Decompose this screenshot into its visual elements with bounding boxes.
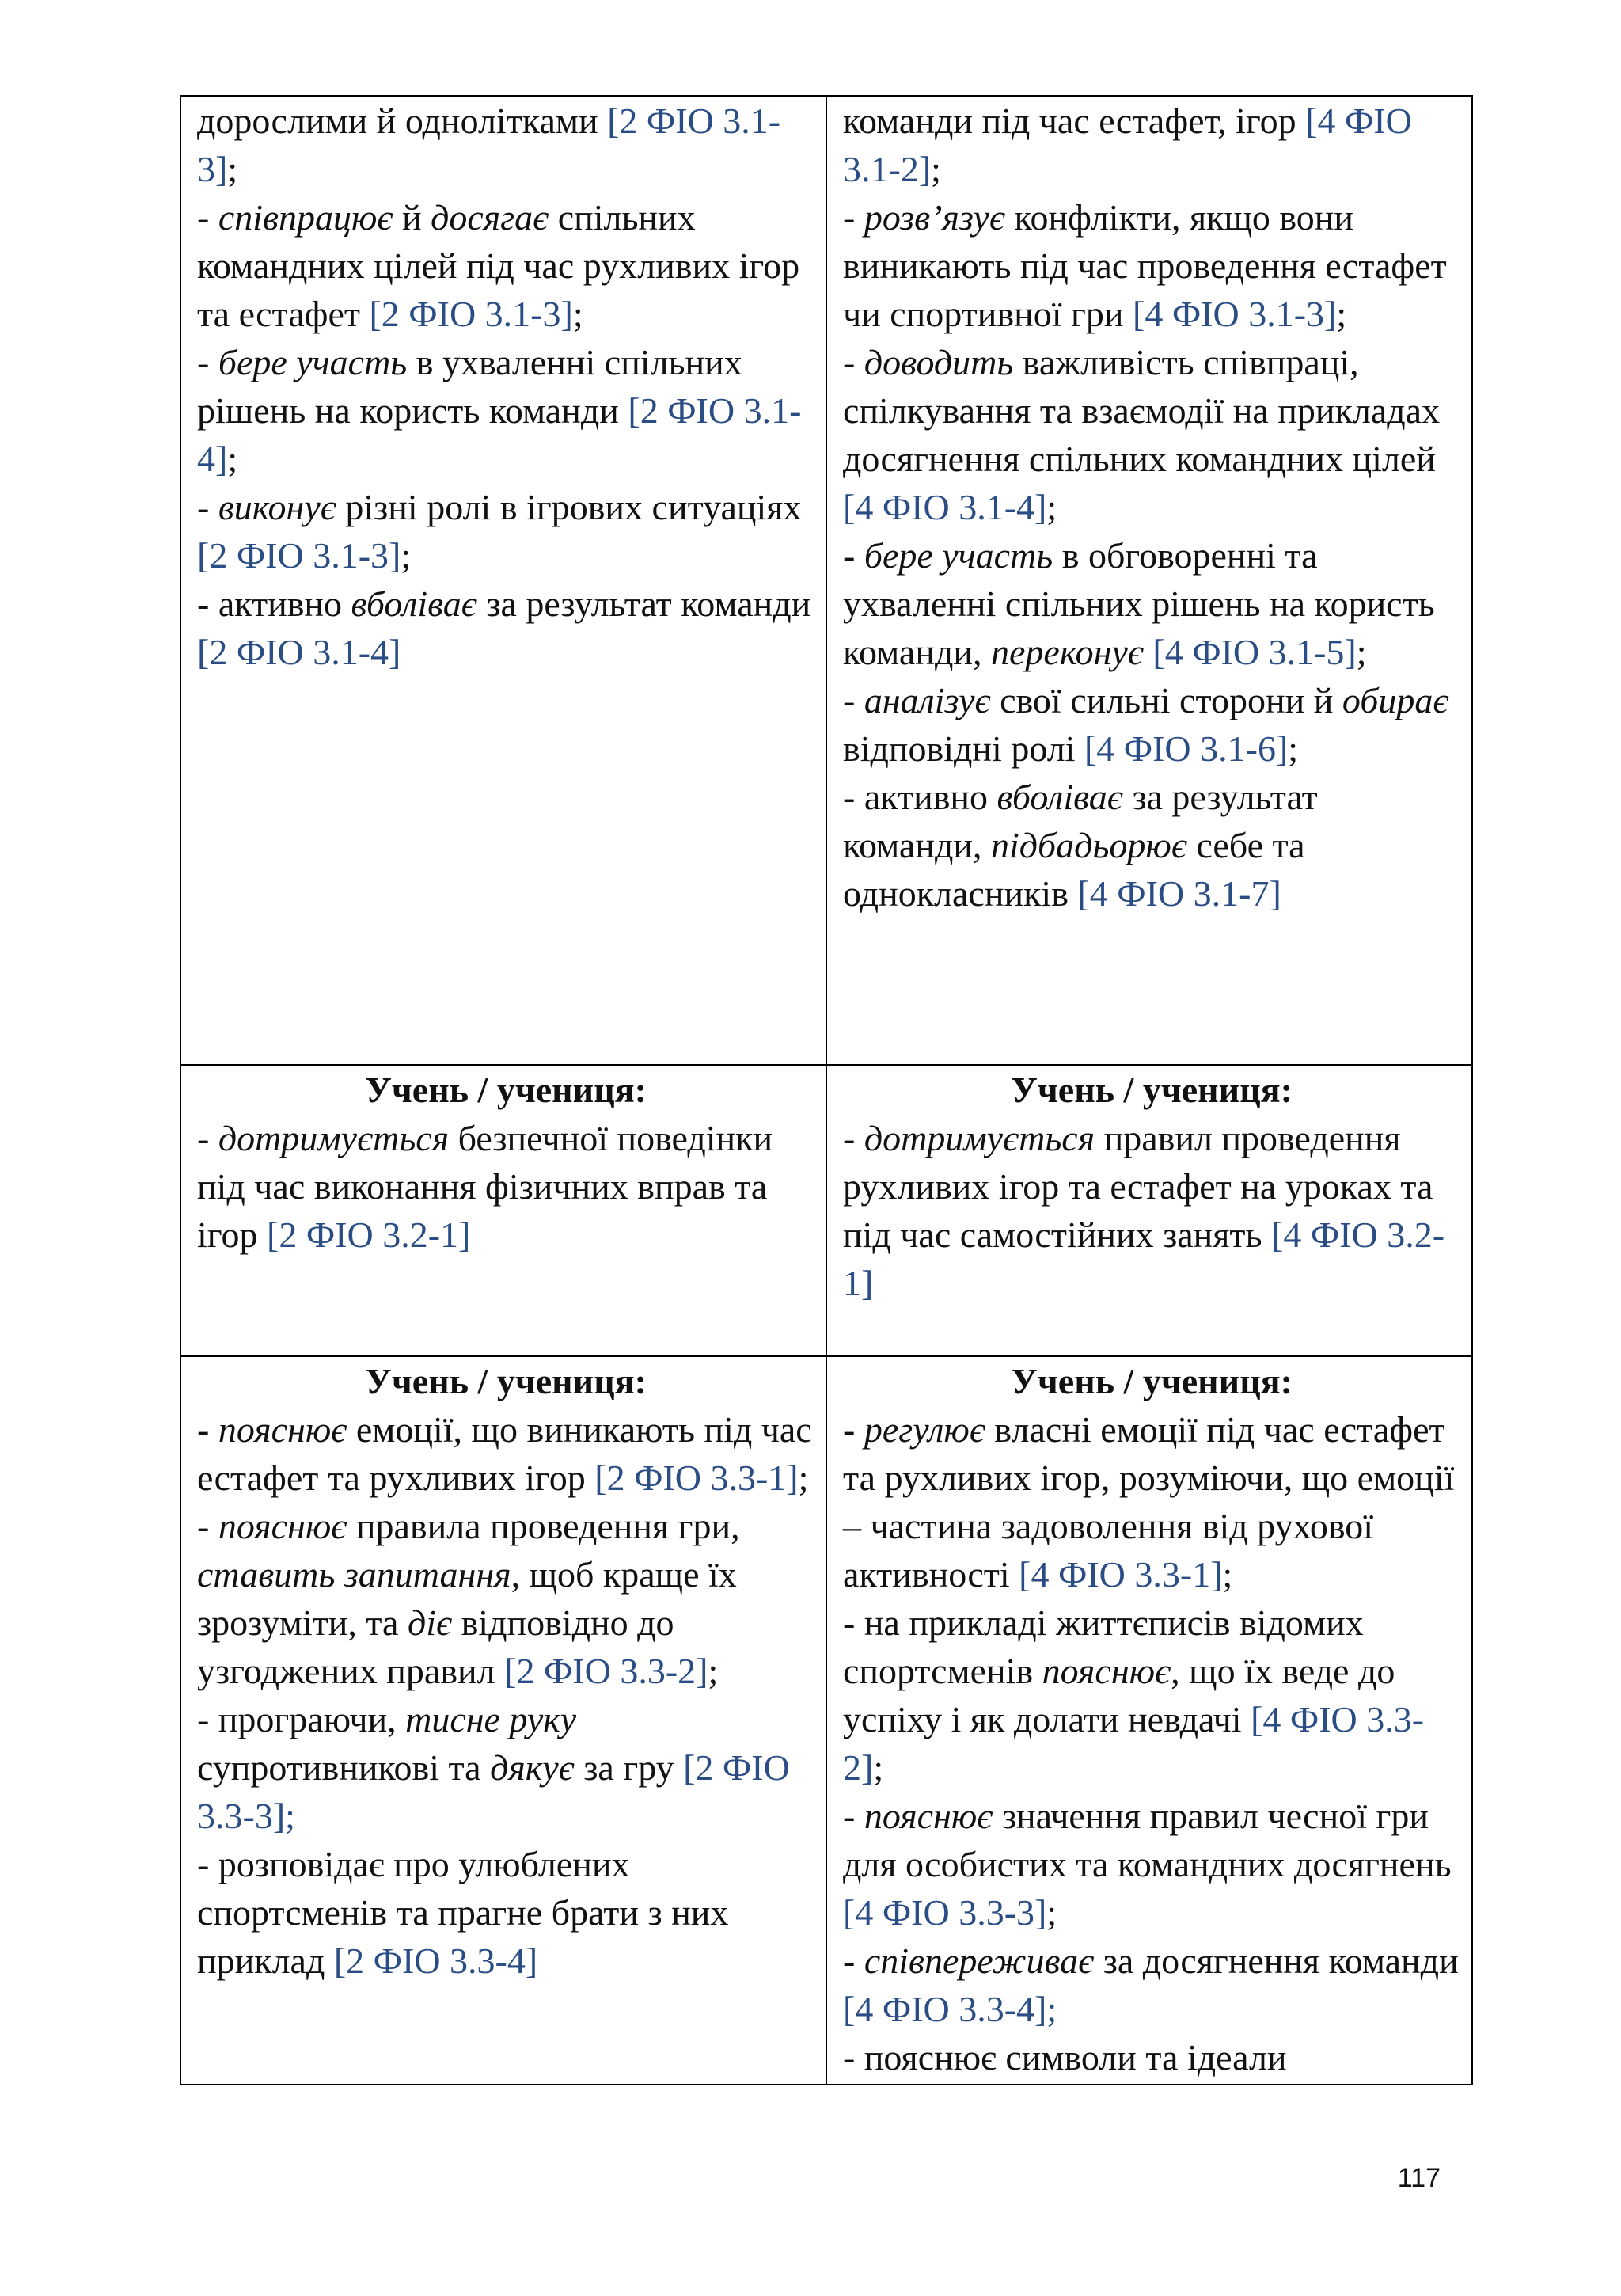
text-segment: відповідні ролі	[843, 728, 1084, 769]
table-row	[180, 96, 1472, 1065]
emphasized-verb: співпрацює	[218, 197, 393, 238]
standard-reference: [2 ФІО 3.1-3]	[197, 101, 781, 189]
standard-reference: [4 ФІО 3.1-3]	[1133, 294, 1337, 334]
text-segment: правил проведення рухливих ігор та естафет на уроках та під час самостійних занять	[843, 1118, 1433, 1255]
table-cell-left	[180, 1065, 826, 1356]
standard-reference: [4 ФІО 3.3-4];	[843, 1989, 1057, 2029]
emphasized-verb: дякує	[490, 1747, 575, 1788]
emphasized-verb: дотримується	[218, 1118, 450, 1158]
text-segment: себе та однокласників	[843, 825, 1305, 914]
page-number: 117	[1397, 2163, 1441, 2193]
standard-reference: [4 ФІО 3.1-5]	[1152, 632, 1357, 672]
text-segment: ;	[873, 1747, 884, 1788]
text-segment: - розповідає про улюблених спортсменів та прагне брати з них приклад	[197, 1844, 729, 1981]
list-item	[843, 1405, 1460, 1598]
text-segment: ;	[227, 149, 238, 189]
text-segment: в обговоренні та ухваленні спільних рішень на користь команди,	[843, 535, 1435, 672]
emphasized-verb: доводить	[864, 342, 1014, 382]
standard-reference: [2 ФІО 3.3-3];	[197, 1747, 790, 1836]
text-segment: - пояснює символи та ідеали	[843, 2037, 1287, 2077]
list-item	[197, 580, 814, 676]
emphasized-verb: аналізує	[864, 680, 991, 720]
text-segment: власні емоції під час естафет та рухливих ігор, розуміючи, що емоції – частина задоволення від рухової активності	[843, 1409, 1455, 1595]
emphasized-verb: регулює	[864, 1409, 985, 1450]
emphasized-verb: бере участь	[218, 342, 408, 382]
list-item	[197, 193, 814, 338]
list-item	[843, 531, 1460, 676]
standard-reference: [4 ФІО 3.3-2]	[843, 1699, 1425, 1788]
text-segment: ;	[708, 1651, 719, 1691]
text-segment: ;	[1046, 487, 1057, 527]
text-segment: ;	[798, 1458, 809, 1498]
standard-reference: [2 ФІО 3.3-1]	[594, 1458, 799, 1498]
text-segment: -	[197, 487, 218, 527]
text-segment: -	[197, 1409, 218, 1450]
text-segment: - програючи,	[197, 1699, 406, 1739]
text-segment: й	[393, 197, 431, 238]
text-segment: різні ролі в ігрових ситуаціях	[336, 487, 802, 527]
emphasized-verb: бере участь	[864, 535, 1053, 576]
cell-heading: Учень / учениця:	[1011, 1361, 1293, 1401]
standard-reference: [4 ФІО 3.1-2]	[843, 101, 1412, 189]
outcomes-table	[180, 95, 1473, 2085]
list-item	[843, 1937, 1460, 2033]
text-segment: -	[843, 680, 864, 720]
list-item	[197, 1840, 814, 1985]
text-segment: , що їх веде до успіху і як долати невдачі	[843, 1651, 1395, 1739]
text-segment: -	[843, 1941, 864, 1981]
table-row	[180, 1356, 1472, 2085]
text-segment: ;	[227, 439, 238, 479]
emphasized-verb: вболіває	[997, 777, 1123, 817]
list-item	[197, 1695, 814, 1840]
cell-heading: Учень / учениця:	[365, 1070, 647, 1110]
emphasized-verb: ставить запитання	[197, 1554, 511, 1595]
emphasized-verb: вболіває	[351, 584, 477, 624]
emphasized-verb: досягає	[431, 197, 549, 238]
table-cell-right	[826, 1356, 1472, 2085]
emphasized-verb: розв’язує	[864, 197, 1005, 238]
emphasized-verb: співпереживає	[864, 1941, 1095, 1981]
text-segment: за результат команди,	[843, 777, 1318, 865]
text-segment: за результат команди	[476, 584, 811, 624]
list-item	[197, 1114, 814, 1259]
text-segment: в ухваленні спільних рішень на користь команди	[197, 342, 742, 431]
text-segment: ;	[931, 149, 941, 189]
list-item	[197, 483, 814, 580]
text-segment	[1144, 632, 1153, 672]
table-cell-right	[826, 1065, 1472, 1356]
text-segment: ;	[1336, 294, 1347, 334]
standard-reference: [2 ФІО 3.1-3]	[369, 294, 573, 334]
text-segment: ;	[572, 294, 583, 334]
text-segment: -	[843, 1796, 864, 1836]
text-segment: ;	[1046, 1892, 1057, 1933]
standard-reference: [4 ФІО 3.3-3]	[843, 1892, 1047, 1933]
text-segment: відповідно до узгоджених правил	[197, 1602, 674, 1691]
emphasized-verb: підбадьорює	[991, 825, 1187, 865]
emphasized-verb: обирає	[1342, 680, 1449, 720]
standard-reference: [2 ФІО 3.1-4]	[197, 390, 802, 479]
standard-reference: [2 ФІО 3.3-2]	[504, 1651, 708, 1691]
text-segment: -	[843, 342, 864, 382]
list-item	[197, 1502, 814, 1695]
emphasized-verb: пояснює	[218, 1409, 347, 1450]
standard-reference: [4 ФІО 3.1-4]	[843, 487, 1047, 527]
list-item	[197, 338, 814, 483]
standard-reference: [4 ФІО 3.1-6]	[1084, 728, 1289, 769]
text-segment: -	[843, 197, 864, 238]
list-item	[843, 193, 1460, 338]
text-segment: ;	[1288, 728, 1299, 769]
list-item	[843, 676, 1460, 773]
emphasized-verb: виконує	[218, 487, 336, 527]
text-segment: безпечної поведінки під час виконання фізичних вправ та ігор	[197, 1118, 773, 1255]
text-segment: важливість співпраці, спілкування та взаємодії на прикладах досягнення спільних командних цілей	[843, 342, 1441, 479]
text-segment: - активно	[843, 777, 997, 817]
text-segment: -	[197, 342, 218, 382]
table-row	[180, 1065, 1472, 1356]
list-item	[843, 338, 1460, 531]
cell-heading: Учень / учениця:	[365, 1361, 647, 1401]
list-item	[843, 97, 1460, 193]
text-segment: -	[843, 535, 864, 576]
emphasized-verb: пояснює	[864, 1796, 993, 1836]
text-segment: спільних командних цілей під час рухливих ігор та естафет	[197, 197, 800, 334]
text-segment: дорослими й однолітками	[197, 101, 608, 141]
text-segment: супротивникові та	[197, 1747, 491, 1788]
table-cell-left	[180, 96, 826, 1065]
text-segment: свої сильні сторони й	[990, 680, 1342, 720]
emphasized-verb: дотримується	[864, 1118, 1095, 1158]
text-segment: ;	[1356, 632, 1367, 672]
text-segment: - активно	[197, 584, 351, 624]
list-item	[843, 2033, 1460, 2081]
text-segment: ;	[1222, 1554, 1233, 1595]
standard-reference: [4 ФІО 3.3-1]	[1019, 1554, 1223, 1595]
standard-reference: [2 ФІО 3.1-3]	[197, 535, 401, 576]
standard-reference: [4 ФІО 3.2-1]	[843, 1215, 1445, 1303]
text-segment: -	[843, 1118, 864, 1158]
standard-reference: [4 ФІО 3.1-7]	[1077, 873, 1281, 914]
text-segment: -	[843, 1409, 864, 1450]
text-segment: -	[197, 1506, 218, 1546]
text-segment: за досягнення команди	[1094, 1941, 1459, 1981]
text-segment: емоції, що виникають під час естафет та рухливих ігор	[197, 1409, 812, 1498]
emphasized-verb: пояснює	[1042, 1651, 1171, 1691]
text-segment: -	[197, 1118, 218, 1158]
emphasized-verb: тисне руку	[405, 1699, 577, 1739]
text-segment: -	[197, 197, 218, 238]
list-item	[843, 1598, 1460, 1792]
text-segment: ;	[401, 535, 412, 576]
text-segment: команди під час естафет, ігор	[843, 101, 1306, 141]
text-segment: , щоб краще їх зрозуміти, та	[197, 1554, 737, 1643]
list-item	[843, 1114, 1460, 1307]
text-segment: правила проведення гри,	[347, 1506, 740, 1546]
cell-heading: Учень / учениця:	[1011, 1070, 1293, 1110]
standard-reference: [2 ФІО 3.1-4]	[197, 632, 401, 672]
standard-reference: [2 ФІО 3.2-1]	[267, 1215, 471, 1255]
table-cell-right	[826, 96, 1472, 1065]
list-item	[197, 97, 814, 193]
emphasized-verb: переконує	[991, 632, 1144, 672]
text-segment: значення правил чесної гри для особистих та командних досягнень	[843, 1796, 1452, 1884]
list-item	[843, 773, 1460, 918]
text-segment: - на прикладі життєписів відомих спортсменів	[843, 1602, 1364, 1691]
text-segment: за гру	[574, 1747, 684, 1788]
standard-reference: [2 ФІО 3.3-4]	[333, 1941, 538, 1981]
emphasized-verb: пояснює	[218, 1506, 347, 1546]
list-item	[197, 1405, 814, 1502]
emphasized-verb: діє	[407, 1602, 453, 1643]
table-cell-left	[180, 1356, 826, 2085]
list-item	[843, 1792, 1460, 1937]
text-segment: конфлікти, якщо вони виникають під час проведення естафет чи спортивної гри	[843, 197, 1447, 334]
